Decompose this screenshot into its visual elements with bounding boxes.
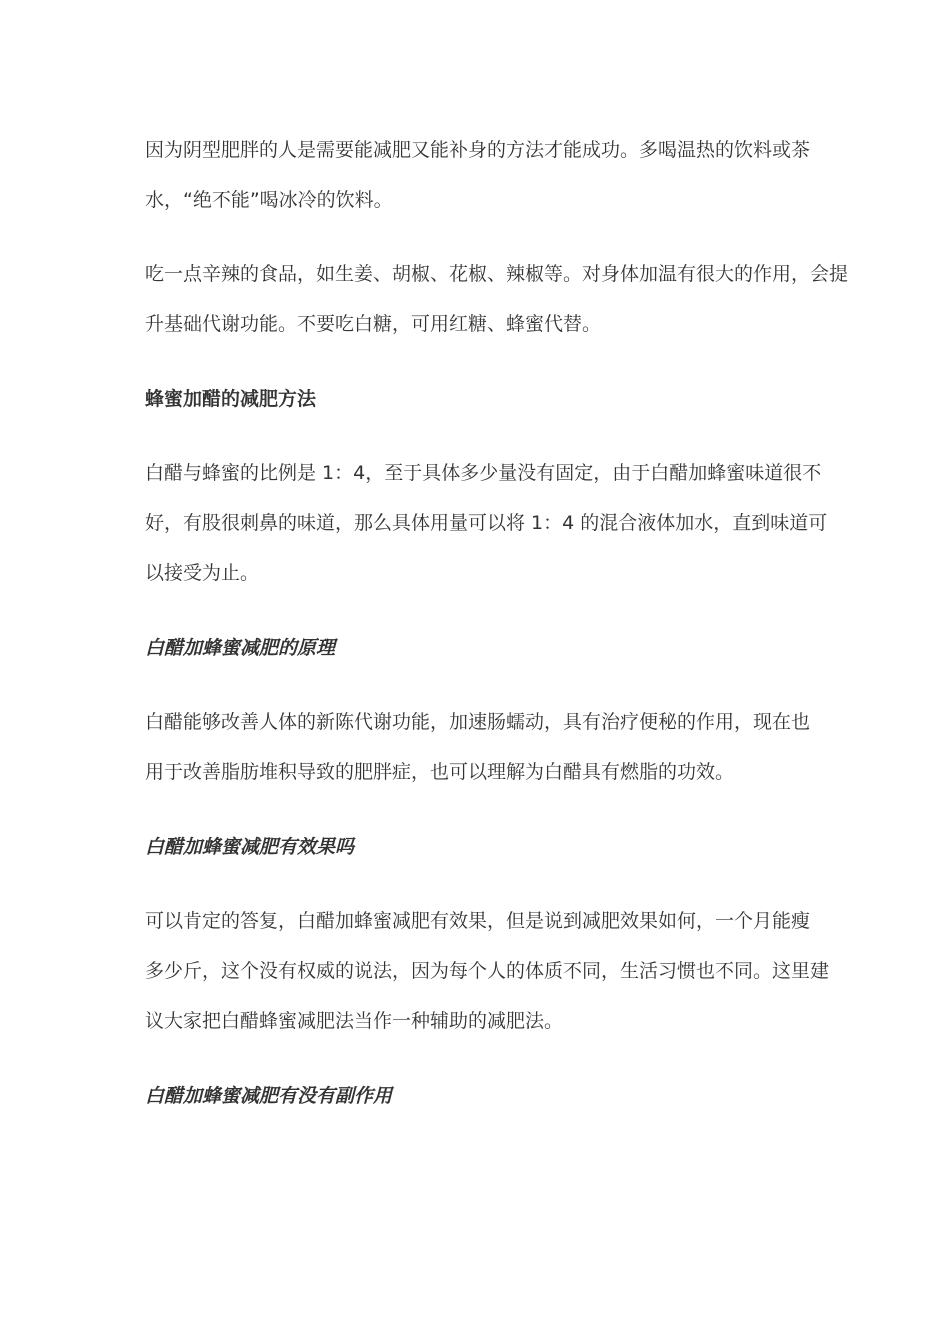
paragraph-line: 白醋与蜂蜜的比例是 1：4，至于具体多少量没有固定，由于白醋加蜂蜜味道很不	[145, 462, 822, 484]
section-heading-side-effects: 白醋加蜂蜜减肥有没有副作用	[145, 1085, 393, 1107]
paragraph-line: 因为阴型肥胖的人是需要能减肥又能补身的方法才能成功。多喝温热的饮料或茶	[145, 139, 811, 161]
paragraph-line: 以接受为止。	[145, 562, 260, 584]
paragraph-line: 白醋能够改善人体的新陈代谢功能，加速肠蠕动，具有治疗便秘的作用，现在也	[145, 711, 811, 733]
paragraph-line: 议大家把白醋蜂蜜减肥法当作一种辅助的减肥法。	[145, 1010, 564, 1032]
paragraph-line: 升基础代谢功能。不要吃白糖，可用红糖、蜂蜜代替。	[145, 313, 602, 335]
paragraph-line: 好，有股很刺鼻的味道，那么具体用量可以将 1：4 的混合液体加水，直到味道可	[145, 512, 828, 534]
paragraph-spicy-food	[145, 249, 849, 349]
paragraph-effectiveness	[145, 896, 830, 1046]
paragraph-line: 可以肯定的答复，白醋加蜂蜜减肥有效果，但是说到减肥效果如何，一个月能瘦	[145, 910, 811, 932]
paragraph-warm-drinks	[145, 125, 810, 225]
paragraph-principle	[145, 697, 810, 797]
section-heading-principle: 白醋加蜂蜜减肥的原理	[145, 637, 336, 659]
section-heading-honey-vinegar-method: 蜂蜜加醋的减肥方法	[145, 388, 317, 410]
section-heading-effectiveness: 白醋加蜂蜜减肥有效果吗	[145, 836, 355, 858]
paragraph-line: 水，“绝不能”喝冰冷的饮料。	[145, 189, 393, 211]
paragraph-line: 多少斤，这个没有权威的说法，因为每个人的体质不同，生活习惯也不同。这里建	[145, 960, 830, 982]
paragraph-line: 用于改善脂肪堆积导致的肥胖症，也可以理解为白醋具有燃脂的功效。	[145, 761, 735, 783]
paragraph-ratio	[145, 448, 828, 598]
paragraph-line: 吃一点辛辣的食品，如生姜、胡椒、花椒、辣椒等。对身体加温有很大的作用，会提	[145, 263, 849, 285]
